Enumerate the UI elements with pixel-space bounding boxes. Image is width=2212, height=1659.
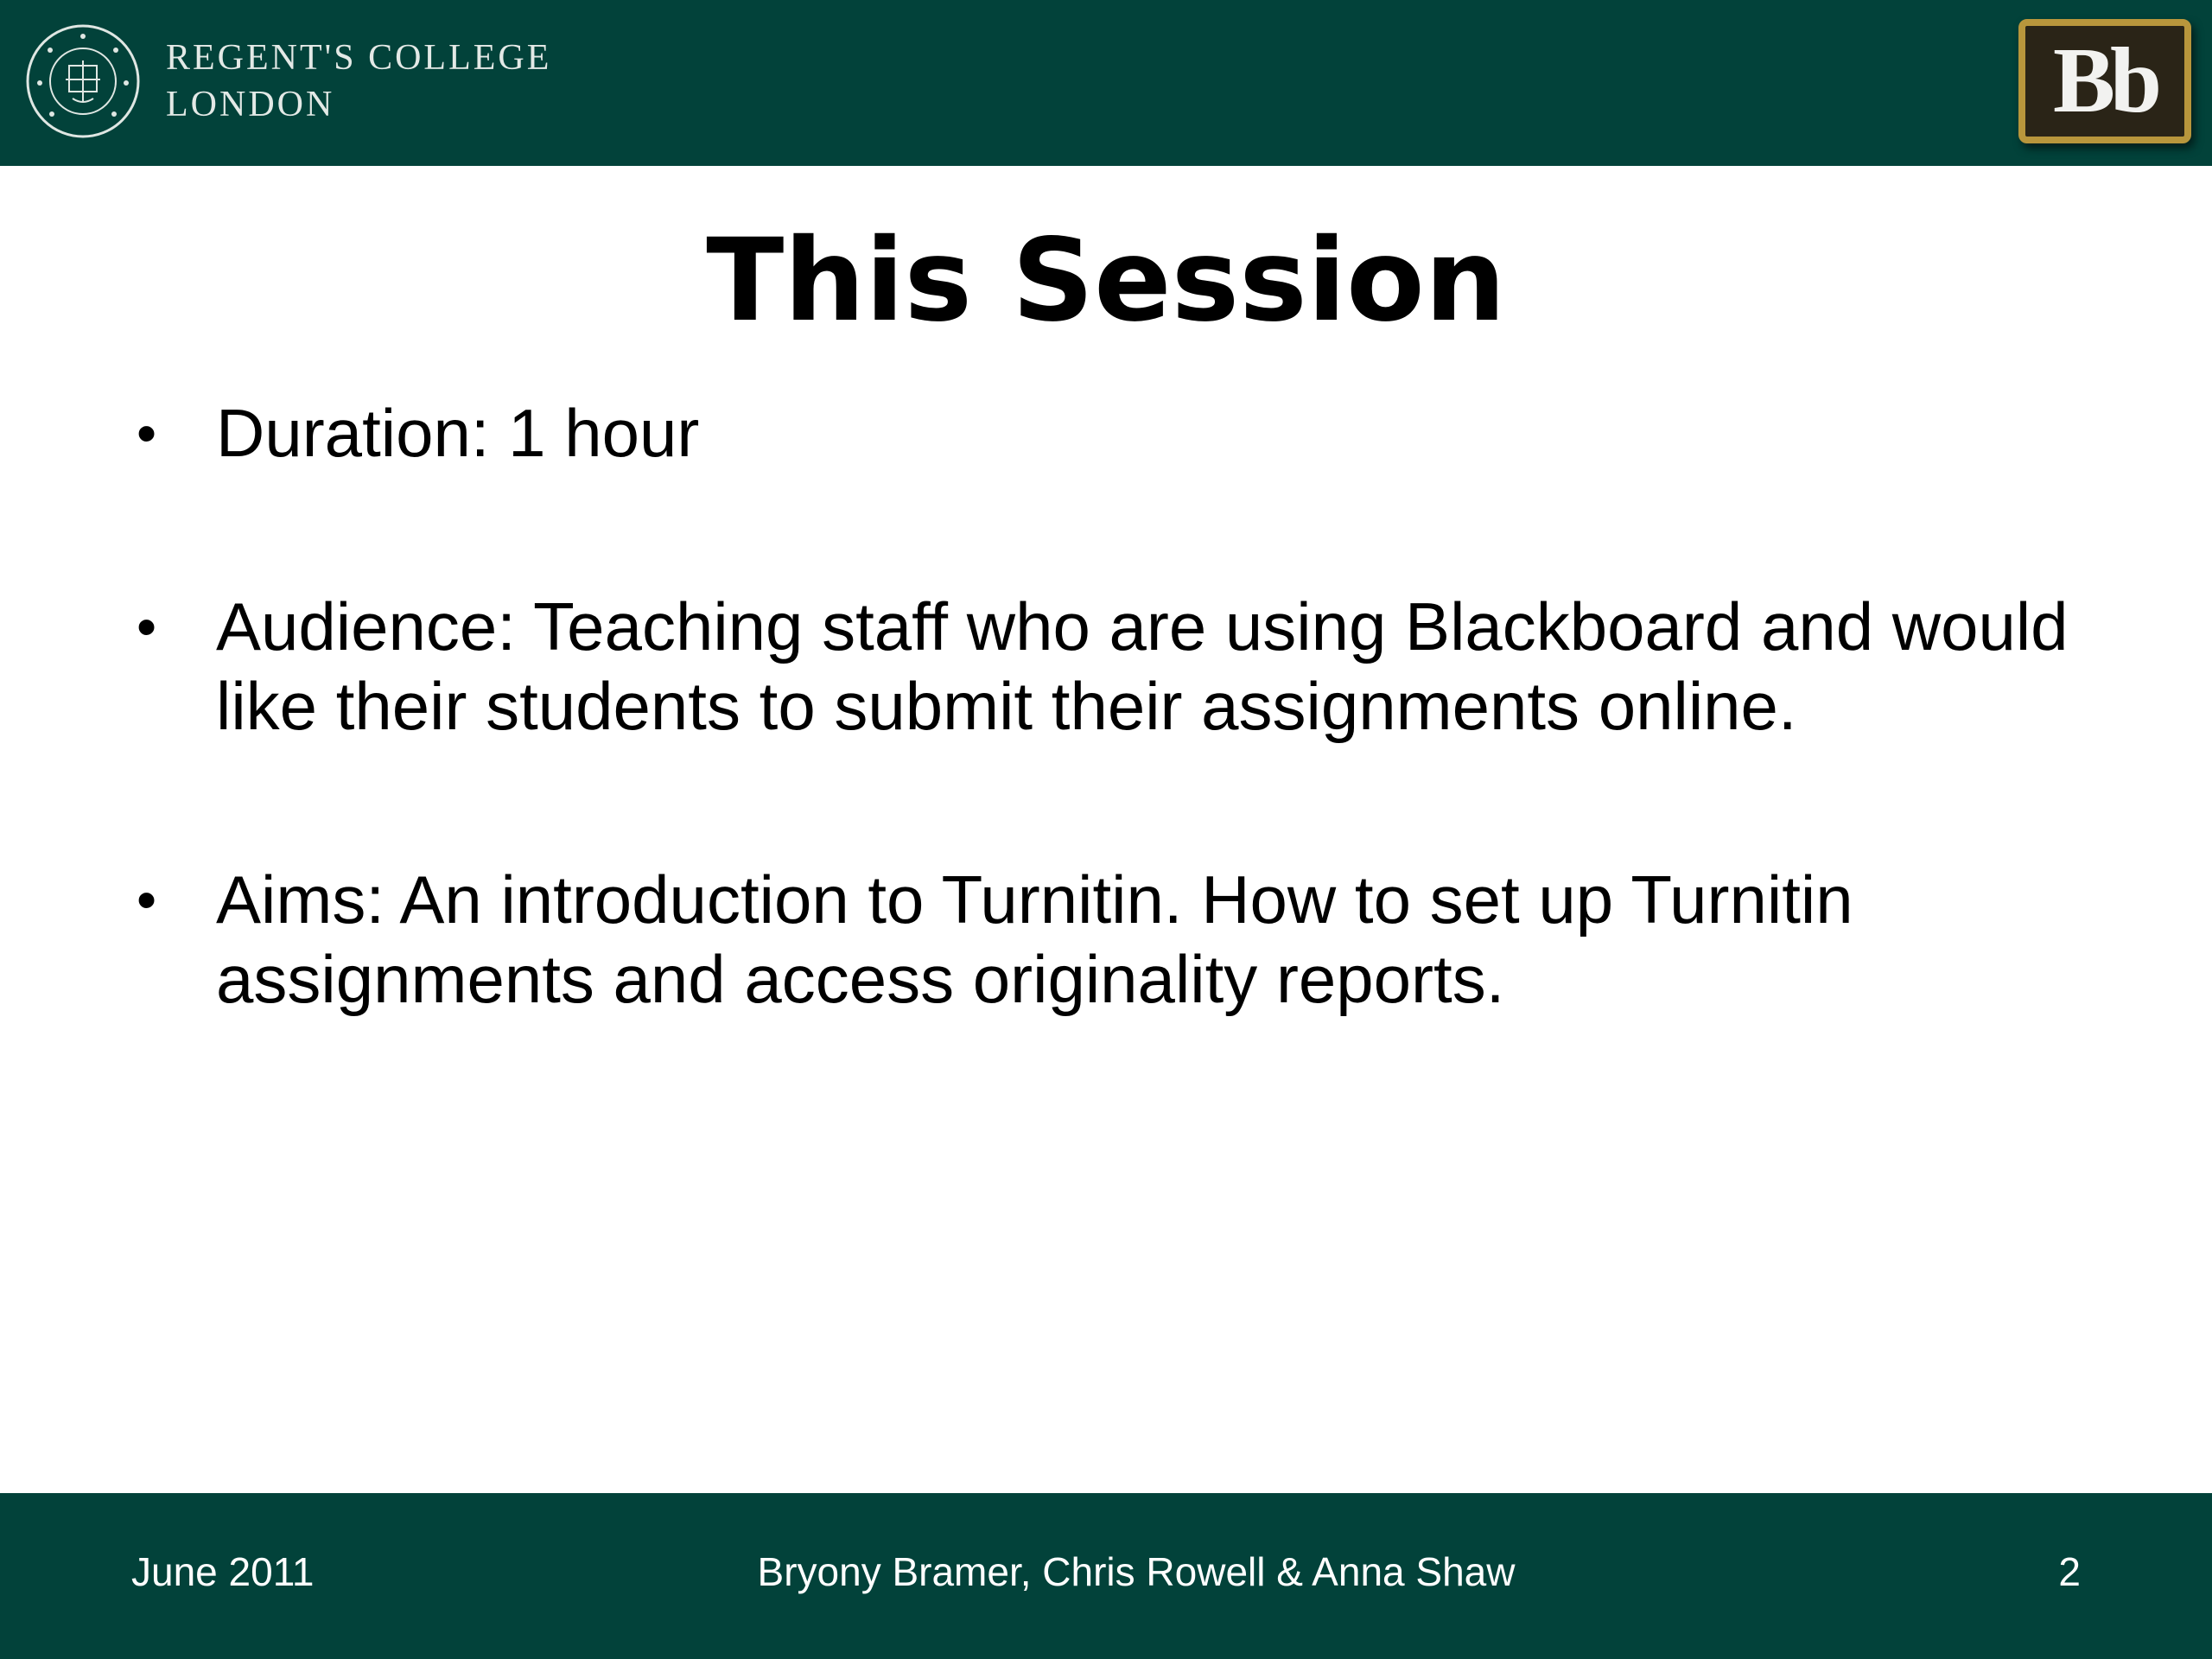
bullet-audience: [130, 587, 2100, 746]
college-seal-logo: [24, 22, 142, 140]
blackboard-logo-text: Bb: [2052, 29, 2158, 132]
footer-date: June 2011: [131, 1549, 315, 1594]
page-number: 2: [2058, 1549, 2081, 1594]
bullet-text: Aims: An introduction to Turnitin. How to set up Turnitin assignments and access originality reports.: [216, 861, 1853, 1017]
college-name-line2: LONDON: [166, 85, 335, 124]
bullet-duration: [130, 393, 2100, 473]
bullet-marker: •: [137, 401, 157, 465]
college-name: [166, 35, 551, 128]
bullet-text: Duration: 1 hour: [216, 395, 700, 471]
bullet-marker: •: [137, 868, 157, 931]
header-bar: [0, 0, 2212, 166]
bullet-text: Audience: Teaching staff who are using Blackboard and would like their students to submit their assignments online.: [216, 588, 2069, 744]
bullet-marker: •: [137, 594, 157, 658]
bullet-list: [130, 393, 2100, 1133]
bullet-aims: [130, 860, 2100, 1019]
college-name-line1: REGENT'S COLLEGE: [166, 38, 552, 78]
slide-title: This Session: [706, 214, 1506, 347]
blackboard-logo: [2018, 19, 2191, 143]
footer-authors: Bryony Bramer, Chris Rowell & Anna Shaw: [757, 1549, 1516, 1594]
footer-bar: [0, 1493, 2212, 1659]
